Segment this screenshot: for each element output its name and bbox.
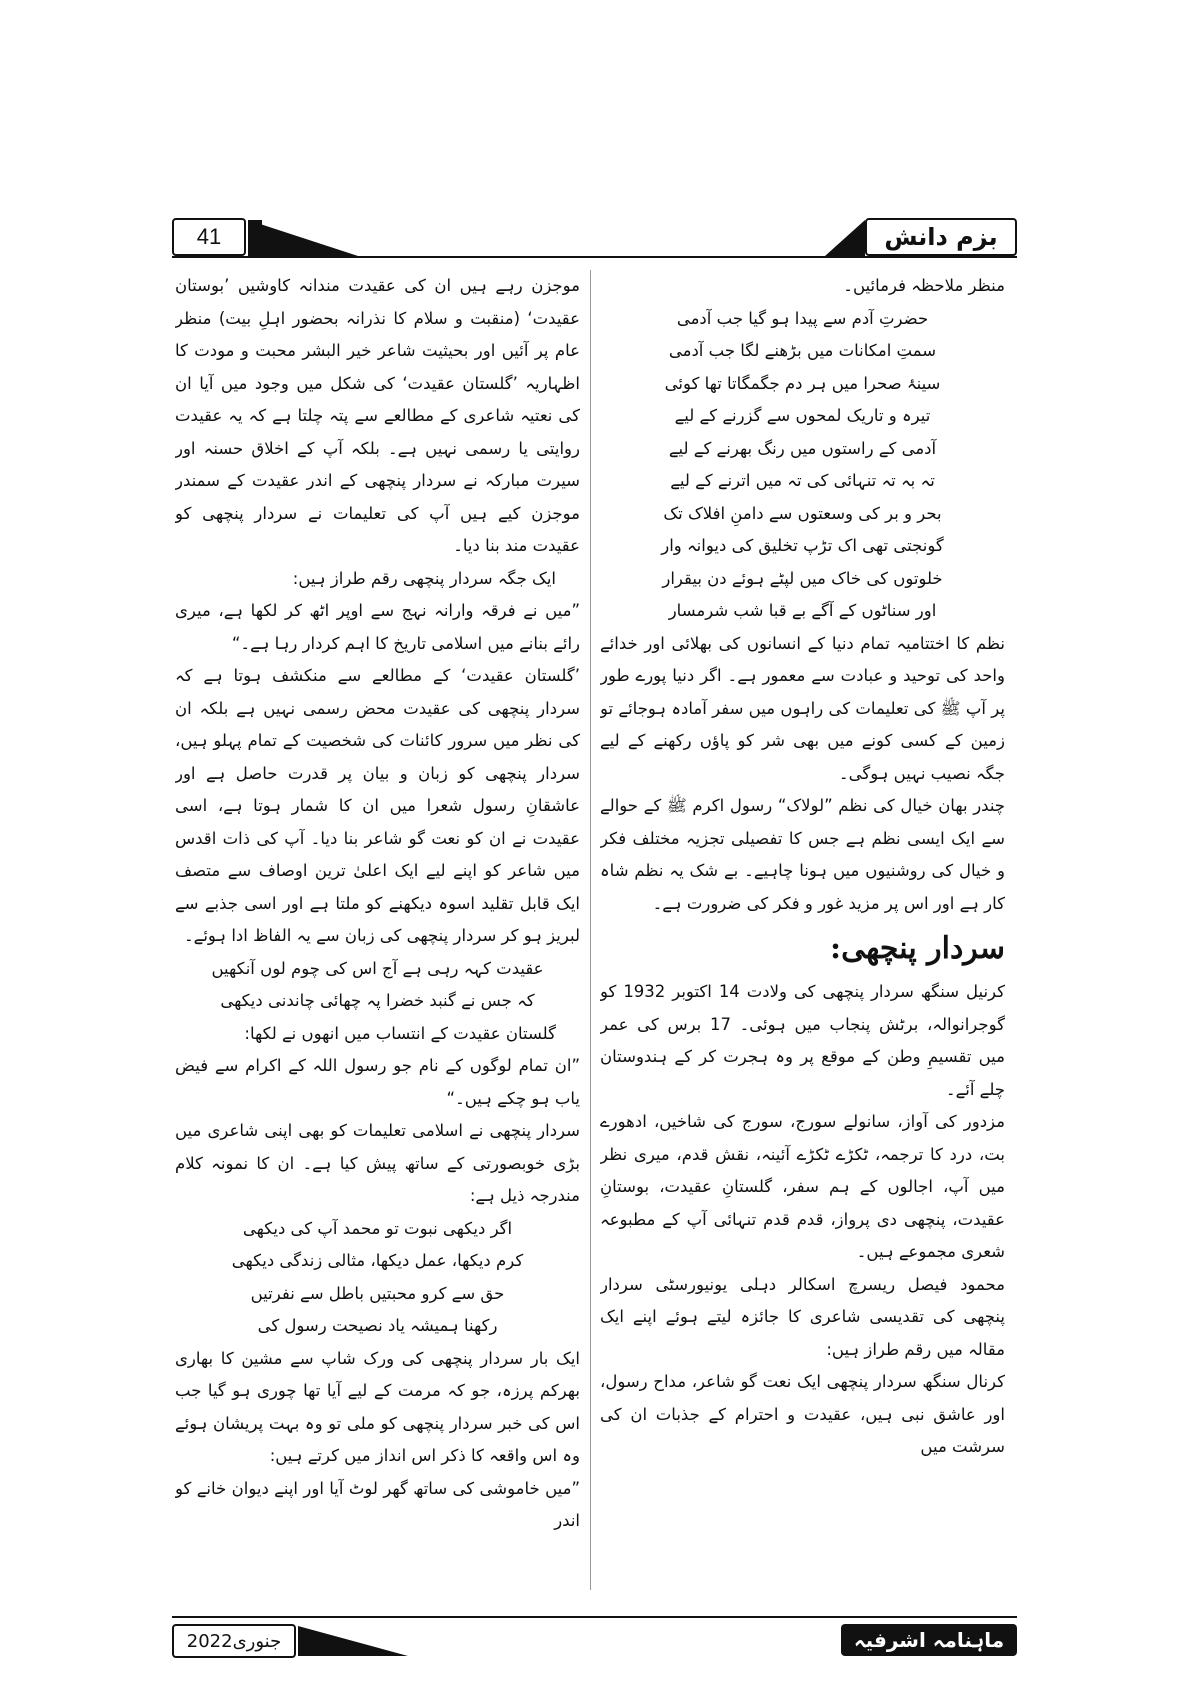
quotation: ”ان تمام لوگوں کے نام جو رسول اللہ کے اکرام سے فیض یاب ہو چکے ہیں۔“ [175,1056,580,1108]
column-divider [590,270,591,1590]
poem-couplet [175,953,580,1018]
poem-line: تیرہ و تاریک لمحوں سے گزرنے کے لیے [674,406,931,425]
header-rule [172,256,1017,258]
issue-date: جنوری2022 [172,1624,296,1658]
poem-sample [175,1213,580,1343]
paragraph: نظم کا اختتامیہ تمام دنیا کے انسانوں کی بھلائی اور خدائے واحد کی توحید و عبادت سے معمور ہے۔ اگر دنیا پورے طور پر آپ ﷺ کی تعلیمات کی راہوں میں سفر آمادہ ہوجائے تو زمین کے کسی کونے میں بھی شر کو پاؤں رکھنے کے لیے جگہ نصیب نہیں ہوگی۔ [600,633,1005,783]
poem-line: اور سناٹوں کے آگے بے قبا شب شرمسار [668,601,937,620]
poem-line: بحر و بر کی وسعتوں سے دامنِ افلاک تک [663,503,942,523]
section-title: بزم دانش [865,218,1017,256]
page-header [172,218,1017,258]
poem-line: گونجتی تھی اک تڑپ تخلیق کی دیوانہ وار [661,536,944,555]
header-arrow-decoration [248,220,358,256]
section-heading: سردار پنچھی: [830,931,1005,966]
poem-line: رکھنا ہمیشہ یاد نصیحت رسول کی [257,1316,498,1335]
paragraph: کرنال سنگھ سردار پنچھی ایک نعت گو شاعر، مداح رسول، اور عاشق نبی ہیں، عقیدت و احترام کے جذبات ان کی سرشت میں [600,1372,1005,1456]
poem-line: تہ بہ تہ تنہائی کی تہ میں اترنے کے لیے [670,471,935,490]
poem-lolaak [600,303,1005,628]
paragraph: ایک بار سردار پنچھی کی ورک شاپ سے مشین کا بھاری بھرکم پرزہ، جو کہ مرمت کے لیے آیا تھا چوری ہو گیا جب اس کی خبر سردار پنچھی کو ملی تو وہ بہت پریشان ہوئے وہ اس واقعہ کا ذکر اس انداز میں کرتے ہیں: [175,1348,580,1465]
quotation: ”میں نے فرقہ وارانہ نہج سے اوپر اٹھ کر لکھا ہے، میری رائے بنانے میں اسلامی تاریخ کا اہم کردار رہا ہے۔“ [175,601,580,653]
paragraph: محمود فیصل ریسرچ اسکالر دہلی یونیورسٹی سردار پنچھی کی تقدیسی شاعری کا جائزہ لیتے ہوئے اپنے ایک مقالہ میں رقم طراز ہیں: [600,1274,1005,1359]
poem-line: خلوتوں کی خاک میں لپٹے ہوئے دن بیقرار [662,568,943,588]
magazine-name: ماہنامہ اشرفیہ [841,1624,1017,1656]
poem-line: کرم دیکھا، عمل دیکھا، مثالی زندگی دیکھی [231,1251,524,1270]
poem-line: سینۂ صحرا میں ہر دم جگمگاتا تھا کوئی [664,373,941,393]
left-column [175,270,580,1600]
paragraph: سردار پنچھی نے اسلامی تعلیمات کو بھی اپنی شاعری میں بڑی خوبصورتی کے ساتھ پیش کیا ہے۔ ان کا نمونہ کلام مندرجہ ذیل ہے: [175,1121,580,1205]
page-footer [172,1616,1017,1664]
quotation: ”میں خاموشی کی ساتھ گھر لوٹ آیا اور اپنے دیوان خانے کو اندر [175,1478,580,1530]
intro-text: منظر ملاحظہ فرمائیں۔ [843,276,1005,295]
footer-rule [172,1616,1017,1618]
paragraph: گلستان عقیدت کے انتساب میں انھوں نے لکھا: [244,1023,556,1043]
poem-line: کہ جس نے گنبد خضرا پہ چھائی چاندنی دیکھی [220,991,535,1010]
footer-arrow-decoration [298,1626,408,1656]
poem-line: حق سے کرو محبتیں باطل سے نفرتیں [250,1283,505,1303]
paragraph: چندر بھان خیال کی نظم ”لولاک“ رسول اکرم ﷺ کے حوالے سے ایک ایسی نظم ہے جس کا تفصیلی تجزیہ مختلف فکر و خیال کی روشنیوں میں ہونا چاہیے۔ بے شک یہ نظم شاہ کار ہے اور اس پر مزید غور و فکر کی ضرورت ہے۔ [600,796,1005,913]
paragraph: موجزن رہے ہیں ان کی عقیدت مندانہ کاوشیں ’بوستان عقیدت‘ (منقبت و سلام کا نذرانہ بحضور اہلِ بیت) منظر عام پر آئیں اور بحیثیت شاعر خیر البشر محبت و مودت کا اظہاریہ ’گلستان عقیدت‘ کی شکل میں وجود میں آیا ان کی نعتیہ شاعری کے مطالعے سے پتہ چلتا ہے کہ یہ عقیدت روایتی یا رسمی نہیں ہے۔ بلکہ آپ کے اخلاق حسنہ اور سیرت مبارکہ نے سردار پنچھی کے اندر عقیدت کے سمندر موجزن کیے ہیں آپ کی تعلیمات نے سردار پنچھی کو عقیدت مند بنا دیا۔ [175,276,580,555]
paragraph: مزدور کی آواز، سانولے سورج، سورج کی شاخیں، ادھورے بت، درد کا ترجمہ، ٹکڑے ٹکڑے آئینہ، نقش قدم، میری نظر میں آپ، اجالوں کے ہم سفر، گلستانِ عقیدت، بوستانِ عقیدت، پنچھی دی پرواز، قدم قدم تنہائی آپ کے مطبوعہ شعری مجموعے ہیں۔ [600,1112,1005,1261]
poem-line: حضرتِ آدم سے پیدا ہو گیا جب آدمی [676,308,929,328]
paragraph: ایک جگہ سردار پنچھی رقم طراز ہیں: [292,568,556,588]
header-section-decoration [825,220,865,256]
paragraph: ’گلستان عقیدت‘ کے مطالعے سے منکشف ہوتا ہے کہ سردار پنچھی کی عقیدت محض رسمی نہیں ہے بلکہ ان کی نظر میں سرور کائنات کی شخصیت کے تمام پہلو ہیں، سردار پنچھی کو زبان و بیان پر قدرت حاصل ہے اور عاشقانِ رسول شعرا میں ان کا شمار ہوتا ہے، اسی عقیدت نے ان کو نعت گو شاعر بنا دیا۔ آپ کی ذات اقدس میں شاعر کو اپنے لیے ایک اعلیٰ ترین اوصاف سے متصف ایک قابل تقلید اسوہ دیکھنے کو ملتا ہے اور اسی جذبے سے لبریز ہو کر سردار پنچھی کی زبان سے یہ الفاظ ادا ہوئے۔ [175,666,580,945]
poem-line: آدمی کے راستوں میں رنگ بھرنے کے لیے [668,438,937,458]
paragraph: کرنیل سنگھ سردار پنچھی کی ولادت 14 اکتوبر 1932 کو گوجرانوالہ، برٹش پنجاب میں ہوئی۔ 17 برس کی عمر میں تقسیمِ وطن کے موقع پر وہ ہجرت کر کے ہندوستان چلے آئے۔ [600,982,1005,1099]
poem-line: سمتِ امکانات میں بڑھنے لگا جب آدمی [668,341,937,360]
page-number: 41 [172,218,246,256]
poem-line: اگر دیکھی نبوت تو محمد آپ کی دیکھی [242,1218,513,1238]
poem-line: عقیدت کہہ رہی ہے آج اس کی چوم لوں آنکھیں [211,958,544,978]
right-column [600,270,1005,1600]
